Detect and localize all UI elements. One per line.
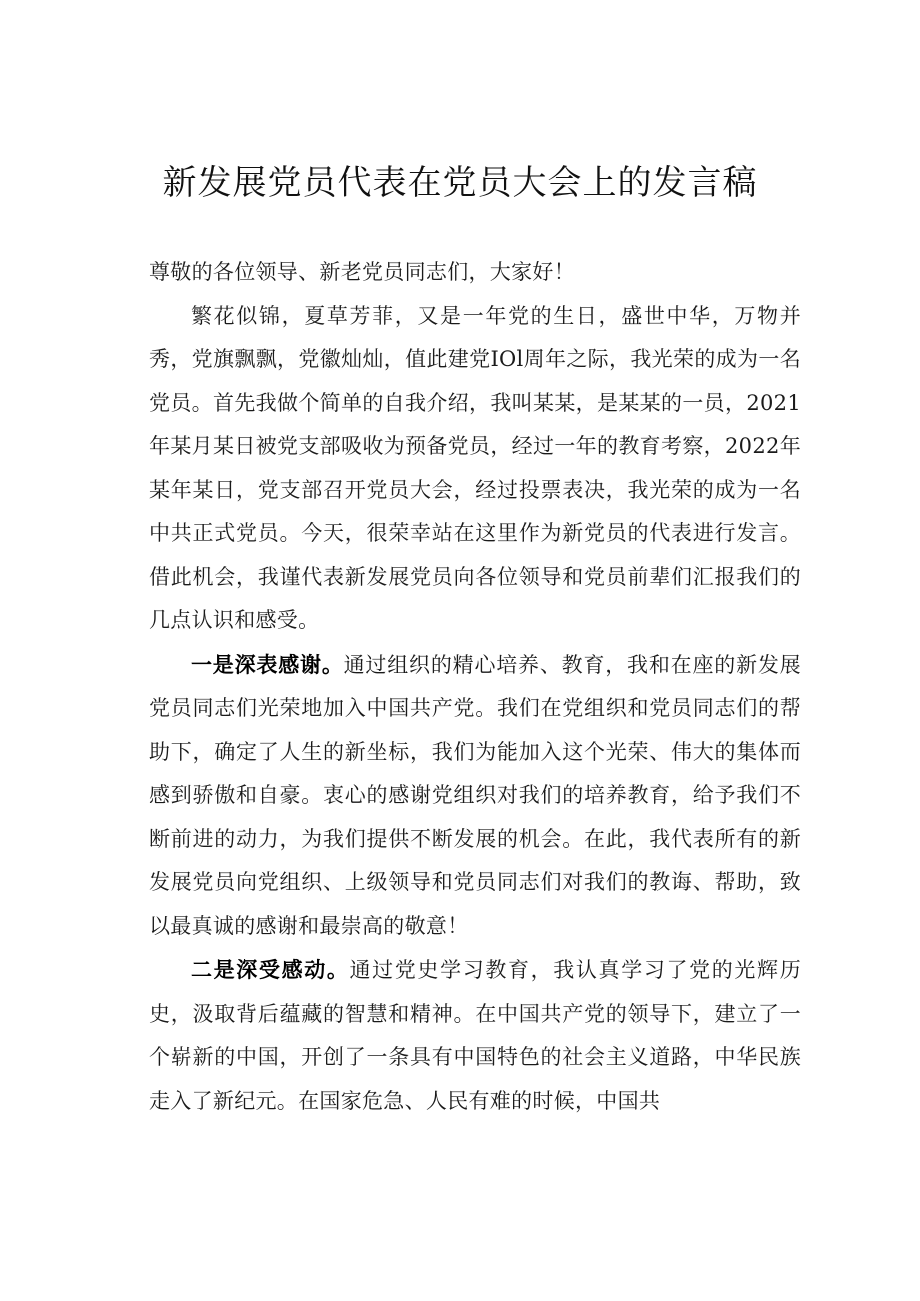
intro-paragraph: 繁花似锦，夏草芳菲，又是一年党的生日，盛世中华，万物并秀，党旗飘飘，党徽灿灿，值此建党IOl周年之际，我光荣的成为一名党员。首先我做个简单的自我介绍，我叫某某，是某某的一员，2021年某月某日被党支部吸收为预备党员，经过一年的教育考察，2022年某年某日，党支部召开党员大会，经过投票表决，我光荣的成为一名中共正式党员。今天，很荣幸站在这里作为新党员的代表进行发言。借此机会，我谨代表新发展党员向各位领导和党员前辈们汇报我们的几点认识和感受。 (149, 303, 801, 632)
section-1-heading: 一是深表感谢。 (191, 651, 344, 677)
section-1-text: 通过组织的精心培养、教育，我和在座的新发展党员同志们光荣地加入中国共产党。我们在党组织和党员同志们的帮助下，确定了人生的新坐标，我们为能加入这个光荣、伟大的集体而感到骄傲和自豪。衷心的感谢党组织对我们的培养教育，给予我们不断前进的动力，为我们提供不断发展的机会。在此，我代表所有的新发展党员向党组织、上级领导和党员同志们对我们的教诲、帮助，致以最真诚的感谢和最崇高的敬意！ (149, 652, 801, 938)
section-2-heading: 二是深受感动。 (191, 957, 350, 982)
section-1-paragraph (149, 643, 801, 949)
section-2-text: 通过党史学习教育，我认真学习了党的光辉历史，汲取背后蕴藏的智慧和精神。在中国共产党的领导下，建立了一个崭新的中国，开创了一条具有中国特色的社会主义道路，中华民族走入了新纪元。在国家危急、人民有难的时候，中国共 (149, 958, 801, 1113)
greeting-paragraph: 尊敬的各位领导、新老党员同志们，大家好！ (149, 260, 575, 284)
document-body (149, 251, 801, 1123)
section-2-paragraph (149, 948, 801, 1123)
document-title: 新发展党员代表在党员大会上的发言稿 (162, 163, 758, 203)
